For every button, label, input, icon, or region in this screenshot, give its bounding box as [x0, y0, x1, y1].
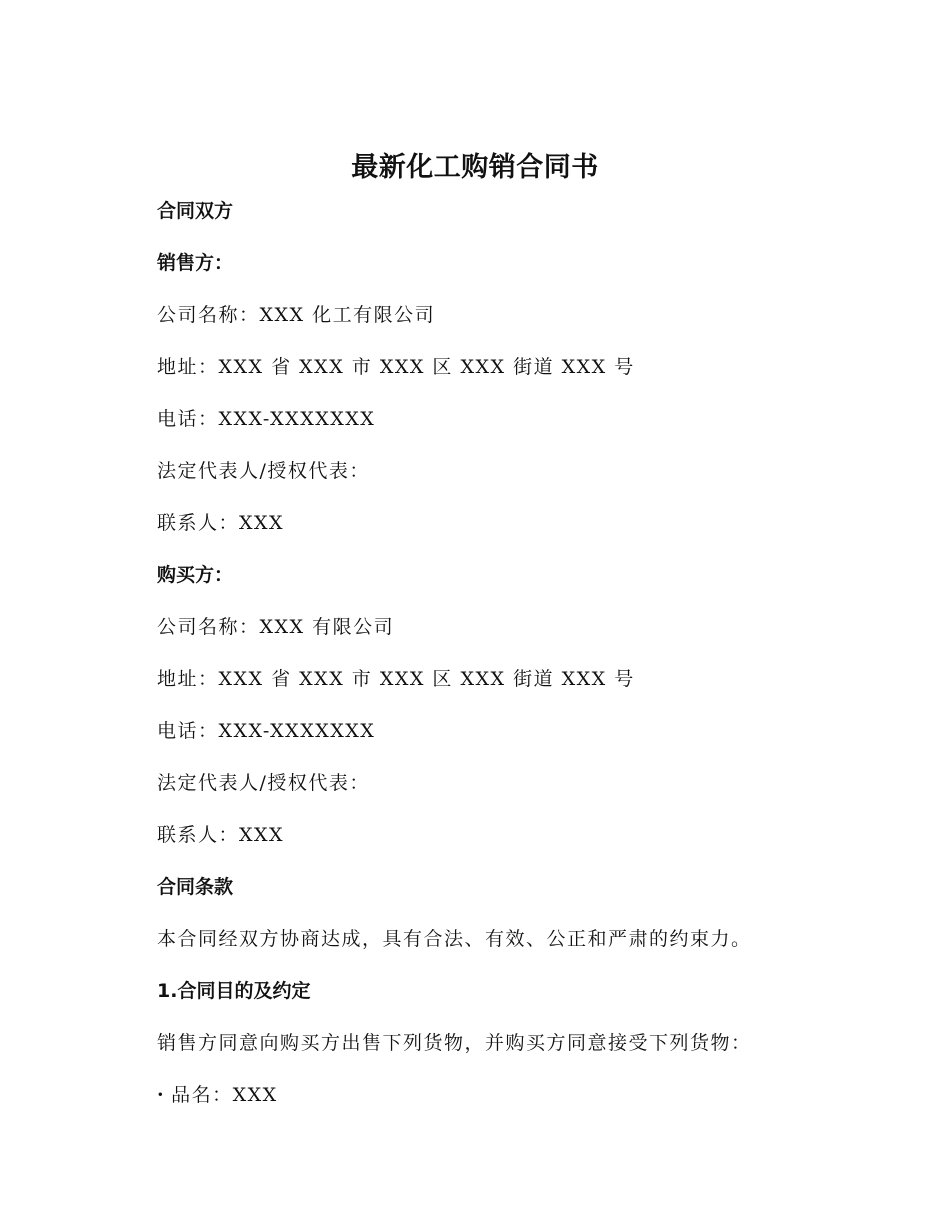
item-name: 品名：XXX: [171, 1084, 278, 1106]
seller-heading: 销售方：: [157, 252, 234, 274]
buyer-company: 公司名称：XXX 有限公司: [157, 616, 395, 638]
buyer-address: 地址：XXX 省 XXX 市 XXX 区 XXX 街道 XXX 号: [157, 668, 635, 690]
document-title: 最新化工购销合同书: [351, 152, 599, 183]
clause-1-text: 销售方同意向购买方出售下列货物，并购买方同意接受下列货物：: [157, 1032, 752, 1054]
seller-address: 地址：XXX 省 XXX 市 XXX 区 XXX 街道 XXX 号: [157, 356, 635, 378]
seller-phone: 电话：XXX-XXXXXXX: [157, 408, 376, 430]
parties-heading: 合同双方: [157, 200, 234, 222]
seller-representative: 法定代表人/授权代表：: [157, 460, 370, 482]
terms-intro: 本合同经双方协商达成，具有合法、有效、公正和严肃的约束力。: [157, 928, 752, 950]
list-item: [157, 1077, 817, 1129]
seller-company: 公司名称：XXX 化工有限公司: [157, 304, 436, 326]
clause-1-heading: 1.合同目的及约定: [157, 980, 311, 1002]
buyer-phone: 电话：XXX-XXXXXXX: [157, 720, 376, 742]
seller-contact: 联系人：XXX: [157, 512, 285, 534]
buyer-contact: 联系人：XXX: [157, 824, 285, 846]
terms-heading: 合同条款: [157, 876, 234, 898]
document-body: [157, 193, 817, 1129]
buyer-representative: 法定代表人/授权代表：: [157, 772, 370, 794]
buyer-heading: 购买方：: [157, 564, 234, 586]
bullet-icon: ·: [157, 1084, 166, 1106]
